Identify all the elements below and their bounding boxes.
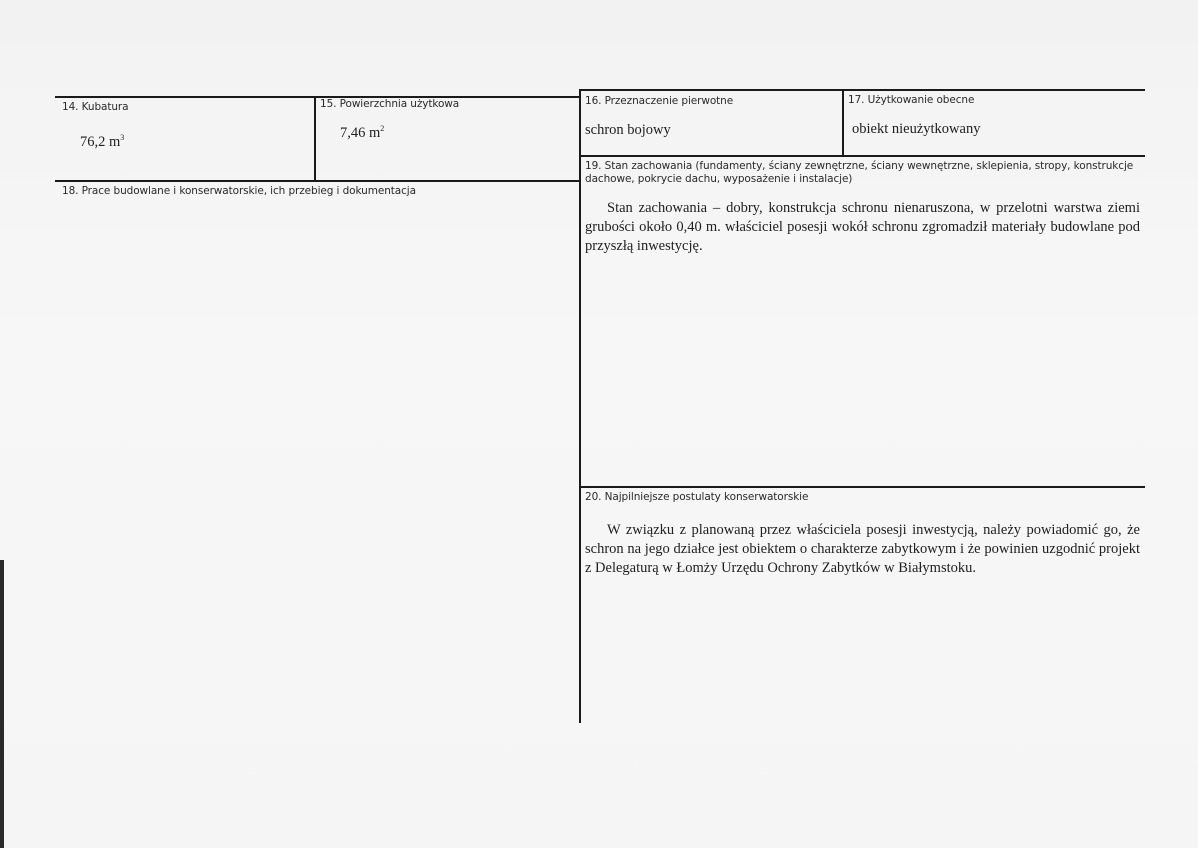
- field-14-unit-exponent: 3: [120, 133, 125, 142]
- field-17-value: obiekt nieużytkowany: [852, 121, 981, 137]
- rule-above-18: [55, 180, 580, 182]
- rule-above-20: [580, 486, 1145, 488]
- field-15-value: [340, 124, 384, 142]
- field-20-text: W związku z planowaną przez właściciela posesji inwestycją, należy powiadomić go, że schron na jego działce jest obiektem o charakterze zabytkowym i że powinien uzgodnić projekt z Delegaturą w Łomży Urzędu Ochrony Zabytków w Białymstoku.: [585, 522, 1140, 576]
- field-15-unit-exponent: 2: [380, 124, 385, 133]
- divider-16-17: [842, 89, 844, 155]
- field-15-value-text: 7,46 m: [340, 124, 381, 141]
- field-18-label: 18. Prace budowlane i konserwatorskie, ich przebieg i dokumentacja: [62, 185, 416, 197]
- field-17-label: 17. Użytkowanie obecne: [848, 94, 975, 106]
- field-19-text: Stan zachowania – dobry, konstrukcja schronu nienaruszona, w przelotni warstwa ziemi grubości około 0,40 m. właściciel posesji wokół schronu zgromadził materiały budowlane pod przyszłą inwestycję.: [585, 200, 1140, 254]
- divider-left-right: [579, 89, 581, 723]
- field-14-label: 14. Kubatura: [62, 101, 129, 113]
- field-14-value: [80, 133, 124, 151]
- field-16-label: 16. Przeznaczenie pierwotne: [585, 95, 734, 107]
- scan-left-edge-shadow: [0, 560, 4, 848]
- divider-14-15: [314, 96, 316, 180]
- field-19-label: 19. Stan zachowania (fundamenty, ściany zewnętrzne, ściany wewnętrzne, sklepienia, stropy, konstrukcje dachowe, pokrycie dachu, wyposażenie i instalacje): [585, 160, 1134, 185]
- field-15-label: 15. Powierzchnia użytkowa: [320, 98, 460, 110]
- field-14-value-text: 76,2 m: [80, 133, 121, 150]
- rule-above-19: [580, 155, 1145, 157]
- field-20-label: 20. Najpilniejsze postulaty konserwatorskie: [585, 491, 809, 503]
- top-rule-right: [580, 89, 1145, 91]
- field-16-value: schron bojowy: [585, 122, 671, 138]
- top-rule-left: [55, 96, 580, 98]
